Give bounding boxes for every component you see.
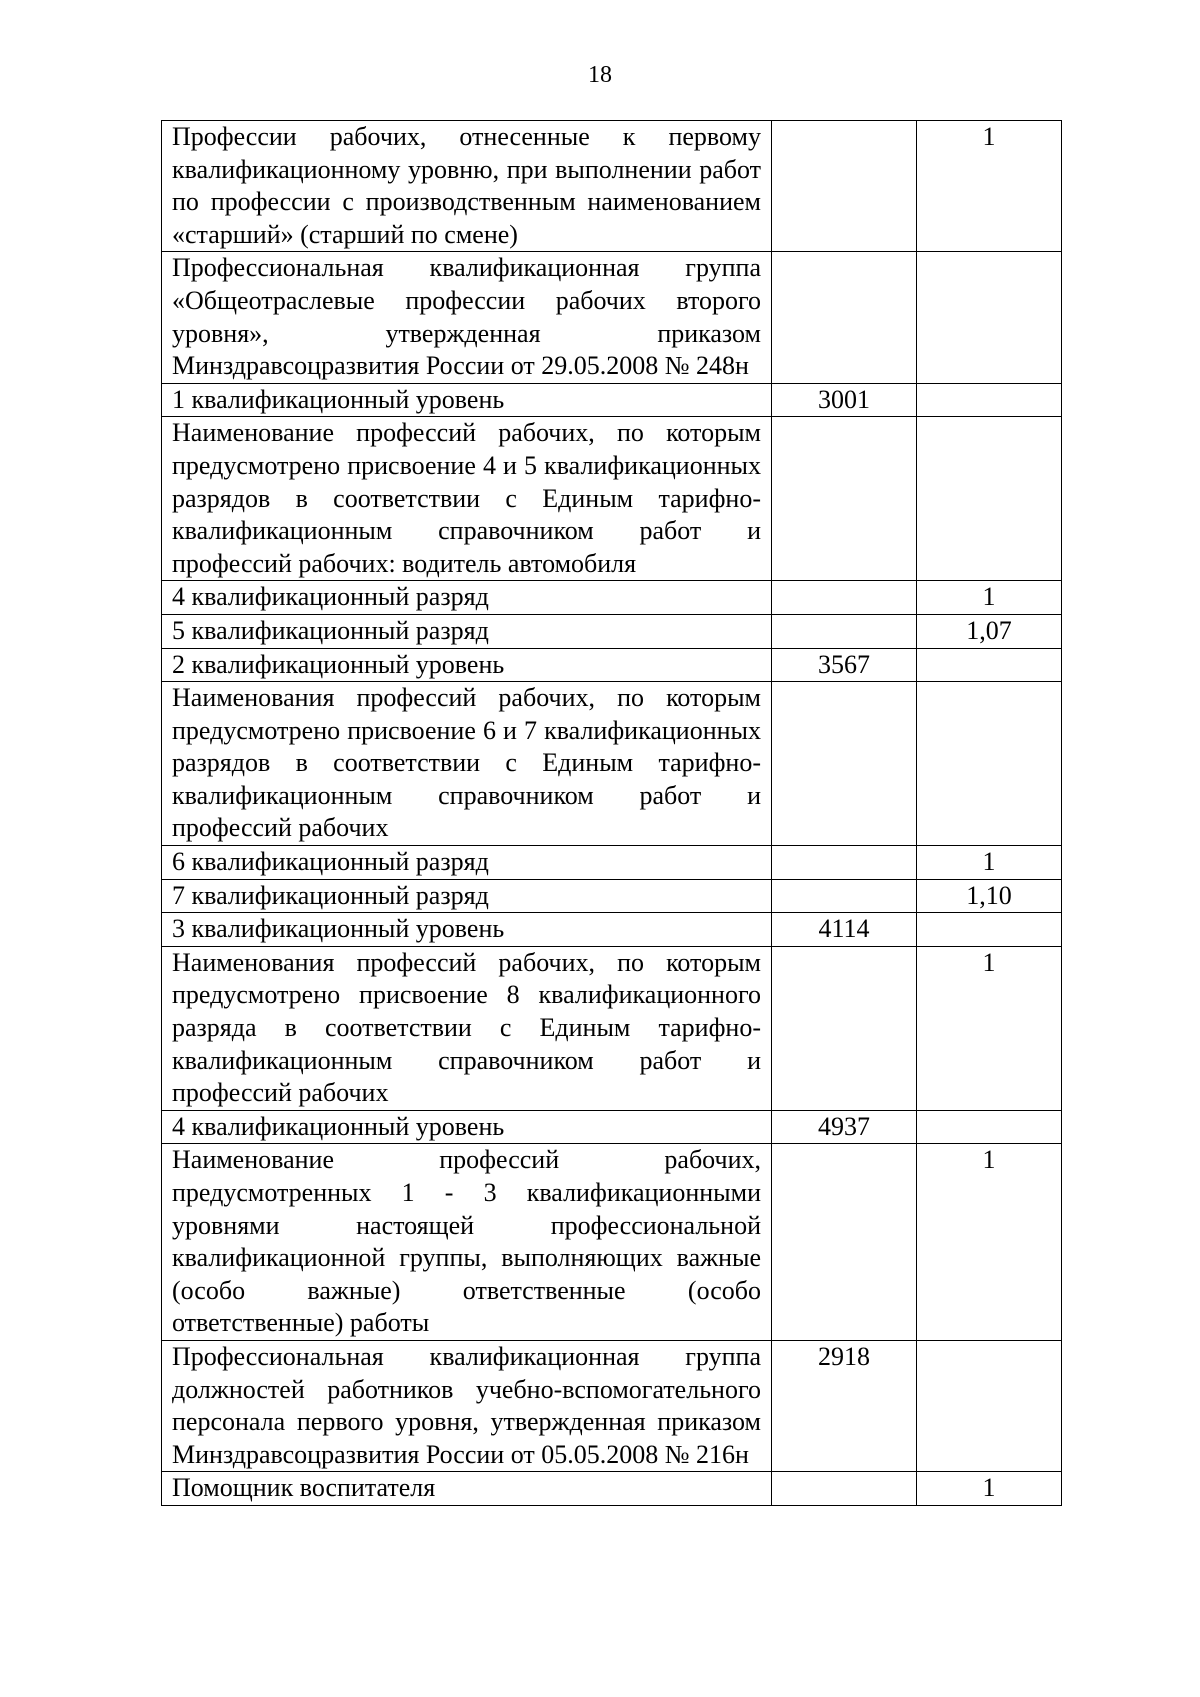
table-row	[162, 879, 1062, 913]
table-row	[162, 1110, 1062, 1144]
row-salary-cell: 3567	[772, 648, 917, 682]
row-name-cell: 2 квалификационный уровень	[162, 648, 772, 682]
row-salary-cell: 2918	[772, 1340, 917, 1471]
row-coefficient-cell	[917, 1340, 1062, 1471]
row-coefficient-cell	[917, 417, 1062, 581]
qualification-table	[161, 120, 1062, 1506]
table-row	[162, 121, 1062, 252]
row-name-cell: Наименования профессий рабочих, по которым предусмотрено присвоение 6 и 7 квалификационных разрядов в соответствии с Единым тарифно-квалификационным справочником работ и профессий рабочих	[162, 682, 772, 846]
row-coefficient-cell	[917, 383, 1062, 417]
row-coefficient-cell	[917, 682, 1062, 846]
table-row	[162, 946, 1062, 1110]
row-coefficient-cell: 1,07	[917, 614, 1062, 648]
row-salary-cell	[772, 846, 917, 880]
row-coefficient-cell	[917, 913, 1062, 947]
row-coefficient-cell	[917, 648, 1062, 682]
row-coefficient-cell: 1	[917, 846, 1062, 880]
row-coefficient-cell: 1	[917, 121, 1062, 252]
row-salary-cell	[772, 121, 917, 252]
table-row	[162, 913, 1062, 947]
row-name-cell: 7 квалификационный разряд	[162, 879, 772, 913]
row-name-cell: Наименование профессий рабочих, предусмотренных 1 - 3 квалификационными уровнями настоящей профессиональной квалификационной группы, выполняющих важные (особо важные) ответственные (особо ответственные) работы	[162, 1144, 772, 1341]
table-row	[162, 1340, 1062, 1471]
row-salary-cell	[772, 581, 917, 615]
row-name-cell: 4 квалификационный разряд	[162, 581, 772, 615]
row-salary-cell: 4937	[772, 1110, 917, 1144]
table-row	[162, 581, 1062, 615]
row-name-cell: 5 квалификационный разряд	[162, 614, 772, 648]
row-salary-cell	[772, 682, 917, 846]
row-salary-cell	[772, 1472, 917, 1506]
row-name-cell: Профессии рабочих, отнесенные к первому квалификационному уровню, при выполнении работ по профессии с производственным наименованием «старший» (старший по смене)	[162, 121, 772, 252]
table-row	[162, 846, 1062, 880]
row-salary-cell: 4114	[772, 913, 917, 947]
row-coefficient-cell: 1	[917, 581, 1062, 615]
row-name-cell: Наименования профессий рабочих, по которым предусмотрено присвоение 8 квалификационного разряда в соответствии с Единым тарифно-квалификационным справочником работ и профессий рабочих	[162, 946, 772, 1110]
row-salary-cell	[772, 252, 917, 383]
row-salary-cell: 3001	[772, 383, 917, 417]
table-row	[162, 1144, 1062, 1341]
table-row	[162, 252, 1062, 383]
table-row	[162, 417, 1062, 581]
row-coefficient-cell	[917, 252, 1062, 383]
row-name-cell: Профессиональная квалификационная группа «Общеотраслевые профессии рабочих второго уровня», утвержденная приказом Минздравсоцразвития России от 29.05.2008 № 248н	[162, 252, 772, 383]
row-salary-cell	[772, 1144, 917, 1341]
row-name-cell: Профессиональная квалификационная группа должностей работников учебно-вспомогательного персонала первого уровня, утвержденная приказом Минздравсоцразвития России от 05.05.2008 № 216н	[162, 1340, 772, 1471]
table-row	[162, 614, 1062, 648]
row-coefficient-cell: 1	[917, 1472, 1062, 1506]
row-coefficient-cell	[917, 1110, 1062, 1144]
row-name-cell: 3 квалификационный уровень	[162, 913, 772, 947]
row-name-cell: 4 квалификационный уровень	[162, 1110, 772, 1144]
row-coefficient-cell: 1	[917, 1144, 1062, 1341]
row-name-cell: Помощник воспитателя	[162, 1472, 772, 1506]
row-salary-cell	[772, 614, 917, 648]
row-coefficient-cell: 1,10	[917, 879, 1062, 913]
table-row	[162, 648, 1062, 682]
row-name-cell: 6 квалификационный разряд	[162, 846, 772, 880]
row-coefficient-cell: 1	[917, 946, 1062, 1110]
row-salary-cell	[772, 879, 917, 913]
row-name-cell: Наименование профессий рабочих, по которым предусмотрено присвоение 4 и 5 квалификационных разрядов в соответствии с Единым тарифно-квалификационным справочником работ и профессий рабочих: водитель автомобиля	[162, 417, 772, 581]
table-row	[162, 1472, 1062, 1506]
table-row	[162, 682, 1062, 846]
page-number: 18	[588, 62, 612, 88]
table-row	[162, 383, 1062, 417]
row-salary-cell	[772, 946, 917, 1110]
row-salary-cell	[772, 417, 917, 581]
row-name-cell: 1 квалификационный уровень	[162, 383, 772, 417]
